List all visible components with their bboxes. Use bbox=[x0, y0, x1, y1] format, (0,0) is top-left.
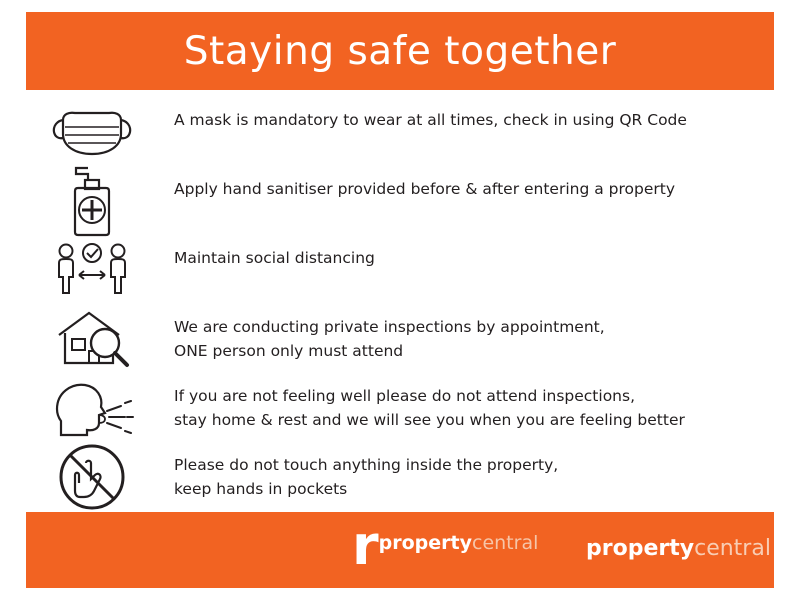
logo-mark: r bbox=[352, 514, 377, 577]
house-inspection-magnifier-icon bbox=[40, 307, 144, 371]
list-item bbox=[26, 305, 774, 374]
list-item-line: A mask is mandatory to wear at all times, check in using QR Code bbox=[174, 111, 687, 129]
list-item bbox=[26, 167, 774, 236]
list-item-line: Apply hand sanitiser provided before & after entering a property bbox=[174, 180, 676, 198]
list-item-line: ONE person only must attend bbox=[174, 342, 404, 361]
list-item-line: If you are not feeling well please do not attend inspections, bbox=[174, 387, 636, 405]
list-item-line: stay home & rest and we will see you when you are feeling better bbox=[174, 411, 685, 430]
face-mask-icon bbox=[40, 100, 144, 164]
list-item-line: We are conducting private inspections by appointment, bbox=[174, 318, 605, 336]
brand-logo-primary bbox=[352, 514, 539, 577]
list-item-text bbox=[144, 305, 774, 363]
list-item-line: Maintain social distancing bbox=[174, 249, 375, 267]
list-item-text bbox=[144, 167, 774, 201]
logo-right-bold: property bbox=[586, 536, 695, 561]
do-not-touch-icon bbox=[40, 445, 144, 509]
list-item-text bbox=[144, 236, 774, 270]
list-item-text bbox=[144, 374, 774, 432]
brand-logo-secondary bbox=[586, 538, 771, 560]
list-item bbox=[26, 236, 774, 305]
poster-content bbox=[26, 12, 774, 588]
list-item-text bbox=[144, 98, 774, 132]
poster-header bbox=[26, 12, 774, 90]
list-item-text bbox=[144, 443, 774, 501]
logo-wordmark bbox=[379, 534, 539, 553]
poster-footer bbox=[26, 512, 774, 588]
list-item bbox=[26, 374, 774, 443]
list-item bbox=[26, 98, 774, 167]
logo-word-bold: property bbox=[378, 532, 472, 554]
logo-right-light: central bbox=[694, 536, 771, 561]
social-distancing-icon bbox=[40, 238, 144, 302]
page-title: Staying safe together bbox=[183, 28, 617, 74]
guidelines-list bbox=[26, 90, 774, 512]
list-item-line: Please do not touch anything inside the property, bbox=[174, 456, 559, 474]
logo-word-light: central bbox=[472, 532, 539, 554]
list-item-line: keep hands in pockets bbox=[174, 480, 348, 499]
list-item bbox=[26, 443, 774, 512]
coughing-person-icon bbox=[40, 376, 144, 440]
hand-sanitiser-bottle-icon bbox=[40, 169, 144, 233]
